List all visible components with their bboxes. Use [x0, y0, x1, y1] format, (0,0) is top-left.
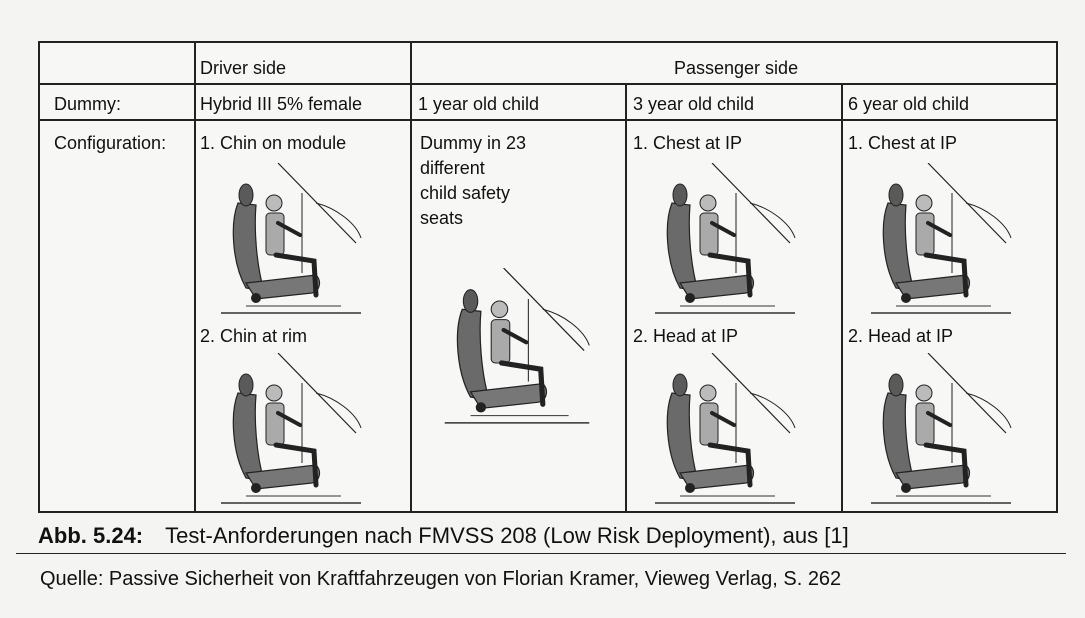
driver-config-2: 2. Chin at rim [200, 326, 308, 346]
dummy-driver: Hybrid III 5% female [200, 94, 363, 114]
column-divider [841, 85, 843, 511]
child-3yr-config-2: 2. Head at IP [633, 326, 739, 346]
child-1yr-line-3: child safety [420, 183, 511, 203]
figure-number: Abb. 5.24: [38, 523, 144, 548]
dummy-1yr: 1 year old child [418, 94, 540, 114]
child-6yr-config-1: 1. Chest at IP [848, 133, 958, 153]
seated-dummy-icon [856, 163, 1026, 318]
child-1yr-line-4: seats [420, 208, 464, 228]
dummy-3yr: 3 year old child [633, 94, 755, 114]
column-divider [194, 43, 196, 511]
dummy-6yr: 6 year old child [848, 94, 970, 114]
row-divider [40, 83, 1056, 85]
row-divider [40, 119, 1056, 121]
seated-dummy-icon [640, 163, 810, 318]
seated-dummy-icon [856, 353, 1026, 508]
divider [16, 553, 1066, 554]
child-3yr-config-1: 1. Chest at IP [633, 133, 743, 153]
figure-caption [38, 523, 849, 549]
seated-dummy-icon [216, 163, 366, 318]
child-6yr-config-2: 2. Head at IP [848, 326, 954, 346]
child-1yr-line-1: Dummy in 23 [420, 133, 527, 153]
dummy-label: Dummy: [54, 94, 121, 114]
seated-dummy-icon [216, 353, 366, 508]
requirements-table [38, 41, 1058, 513]
column-divider [410, 43, 412, 511]
header-passenger-side: Passenger side [674, 58, 799, 78]
column-divider [625, 85, 627, 511]
seated-dummy-icon [640, 353, 810, 508]
source-citation: Quelle: Passive Sicherheit von Kraftfahrzeugen von Florian Kramer, Vieweg Verlag, S. 262 [40, 568, 842, 590]
configuration-label: Configuration: [54, 133, 167, 153]
seated-dummy-icon [432, 268, 602, 428]
child-1yr-line-2: different [420, 158, 485, 178]
caption-text: Test-Anforderungen nach FMVSS 208 (Low Risk Deployment), aus [1] [165, 523, 849, 548]
header-driver-side: Driver side [200, 58, 287, 78]
driver-config-1: 1. Chin on module [200, 133, 347, 153]
